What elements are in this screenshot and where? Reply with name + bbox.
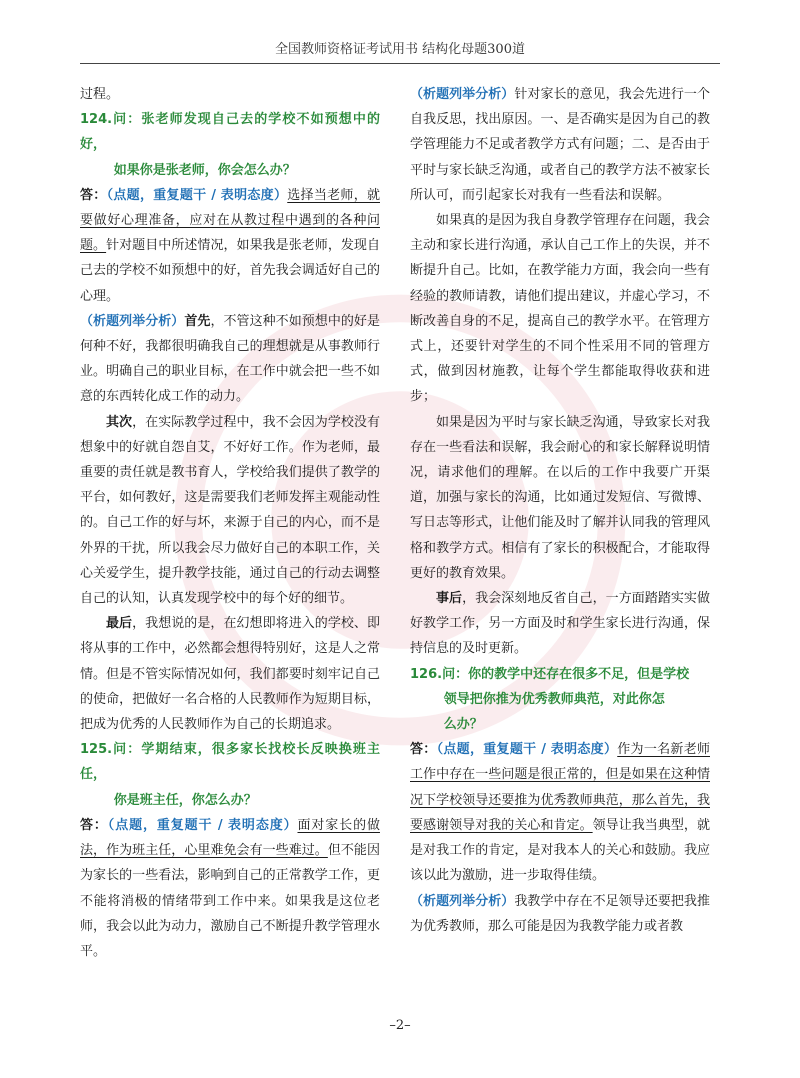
answer-text: 针对题目中所述情况，如果我是张老师，发现自己去的学校不如预想中的好，首先我会调适好自己的心理。 bbox=[80, 238, 380, 304]
analysis-paragraph bbox=[80, 309, 380, 410]
lead-word: 事后 bbox=[436, 591, 463, 607]
answer-text: 但不能因为家长的一些看法，影响到自己的正常教学工作，更不能将消极的情绪带到工作中来。如果我是这位老师，我会以此为动力，激励自己不断提升教学管理水平。 bbox=[80, 843, 380, 959]
paragraph-text: 我教学中存在不足领导还要把我推为优秀教师，那么可能是因为我教学能力或者教 bbox=[410, 893, 710, 934]
question-number: 124.问： bbox=[80, 112, 142, 128]
answer-tag: （点题，重复题干 / 表明态度） bbox=[107, 817, 298, 833]
analysis-tag: （析题列举分析） bbox=[80, 313, 185, 329]
lead-word: 首先 bbox=[184, 313, 211, 329]
paragraph: 过程。 bbox=[80, 87, 120, 102]
left-column bbox=[80, 82, 380, 964]
analysis-paragraph bbox=[410, 82, 710, 208]
paragraph bbox=[80, 410, 380, 612]
analysis-tag: （析题列举分析） bbox=[410, 893, 515, 909]
answer-label: 答： bbox=[80, 817, 108, 833]
answer-125 bbox=[80, 813, 380, 964]
answer-label: 答： bbox=[410, 742, 437, 758]
analysis-tag: （析题列举分析） bbox=[410, 87, 515, 102]
question-text: 你的教学中还存在很多不足，但是学校 bbox=[468, 666, 690, 682]
lead-word: 其次 bbox=[106, 414, 133, 430]
question-number: 125.问： bbox=[80, 742, 142, 758]
question-124 bbox=[80, 107, 380, 183]
page-number: –2– bbox=[389, 1018, 411, 1033]
answer-tag: （点题，重复题干 / 表明态度） bbox=[106, 187, 288, 203]
paragraph bbox=[410, 586, 710, 662]
answer-126 bbox=[410, 737, 710, 888]
header-title: 全国教师资格证考试用书 结构化母题300道 bbox=[275, 42, 525, 57]
answer-label: 答： bbox=[80, 187, 107, 203]
answer-key-sentence: 选择当老师，就要做好心理准备，应对在从教过程中遇到的各种问题。 bbox=[80, 187, 380, 254]
paragraph-text: ，不管这种不如预想中的好是何种不好，我都很明确我自己的理想就是从事教师行业。明确自己的职业目标，在工作中就会把一些不如意的东西转化成工作的动力。 bbox=[80, 313, 380, 405]
paragraph: 如果是因为平时与家长缺乏沟通，导致家长对我存在一些看法和误解，我会耐心的和家长解释说明情况，请求他们的理解。在以后的工作中我要广开渠道，加强与家长的沟通，比如通过发短信、写微博、写日志等形式，让他们能及时了解并认同我的管理风格和教学方式。相信有了家长的积极配合，才能取得更好的教育效果。 bbox=[410, 414, 710, 581]
paragraph-text: ，我想说的是，在幻想即将进入的学校、即将从事的工作中，必然都会想得特别好，这是人之常情。但是不管实际情况如何，我们都要时刻牢记自己的使命，把做好一名合格的人民教师作为短期目标，把成为优秀的人民教师作为自己的长期追求。 bbox=[80, 616, 380, 733]
analysis-paragraph bbox=[410, 889, 710, 939]
answer-text: 领导让我当典型，就是对我工作的肯定，是对我本人的关心和鼓励。我应该以此为激励，进一步取得佳绩。 bbox=[410, 817, 710, 884]
question-text: 如果你是张老师，你会怎么办？ bbox=[113, 162, 296, 178]
question-text: 张老师发现自己去的学校不如预想中的好， bbox=[80, 112, 380, 153]
paragraph-text: 针对家长的意见，我会先进行一个自我反思，找出原因。一、是否确实是因为自己的教学管理能力不足或者教学方式有问题；二、是否由于平时与家长缺乏沟通，或者自己的教学方法不被家长所认可，而引起家长对我有一些看法和误解。 bbox=[410, 87, 710, 203]
question-number: 126.问： bbox=[410, 666, 469, 682]
paragraph: 如果真的是因为我自身教学管理存在问题，我会主动和家长进行沟通，承认自己工作上的失误，并不断提升自己。比如，在教学能力方面，我会向一些有经验的教师请教，请他们提出建议，并虚心学习，不断改善自身的不足，提高自己的教学水平。在管理方式上，还要针对学生的不同个性采用不同的管理方式，做到因材施教，让每个学生都能取得收获和进步； bbox=[410, 213, 710, 405]
question-125 bbox=[80, 737, 380, 813]
answer-124 bbox=[80, 183, 380, 309]
paragraph-text: ，我会深刻地反省自己，一方面踏踏实实做好教学工作，另一方面及时和学生家长进行沟通，保持信息的及时更新。 bbox=[410, 591, 710, 657]
question-text: 领导把你推为优秀教师典范，对此你怎 bbox=[443, 691, 665, 707]
right-column bbox=[410, 82, 710, 939]
question-text: 你是班主任，你怎么办？ bbox=[113, 792, 257, 808]
question-text: 学期结束，很多家长找校长反映换班主任， bbox=[80, 742, 380, 783]
paragraph bbox=[80, 611, 380, 737]
lead-word: 最后 bbox=[106, 616, 133, 632]
paragraph-text: ，在实际教学过程中，我不会因为学校没有想象中的好就自怨自艾，不好好工作。作为老师，最重要的责任就是教书育人，学校给我们提供了教学的平台，如何教好，这是需要我们老师发挥主观能动性的。自己工作的好与坏，来源于自己的内心，而不是外界的干扰，所以我会尽力做好自己的本职工作，关心关爱学生，提升教学技能，通过自己的行动去调整自己的认知，认真发现学校中的每个好的细节。 bbox=[80, 414, 380, 607]
question-126 bbox=[410, 662, 710, 738]
answer-key-sentence: 作为一名新老师工作中存在一些问题是很正常的，但是如果在这种情况下学校领导还要推为优秀教师典范，那么首先，我要感谢领导对我的关心和肯定。 bbox=[410, 742, 710, 833]
answer-tag: （点题，重复题干 / 表明态度） bbox=[436, 742, 618, 758]
answer-key-sentence: 面对家长的做法，作为班主任，心里难免会有一些难过。 bbox=[80, 817, 380, 859]
question-text: 么办？ bbox=[443, 717, 483, 733]
page-header bbox=[80, 38, 720, 64]
